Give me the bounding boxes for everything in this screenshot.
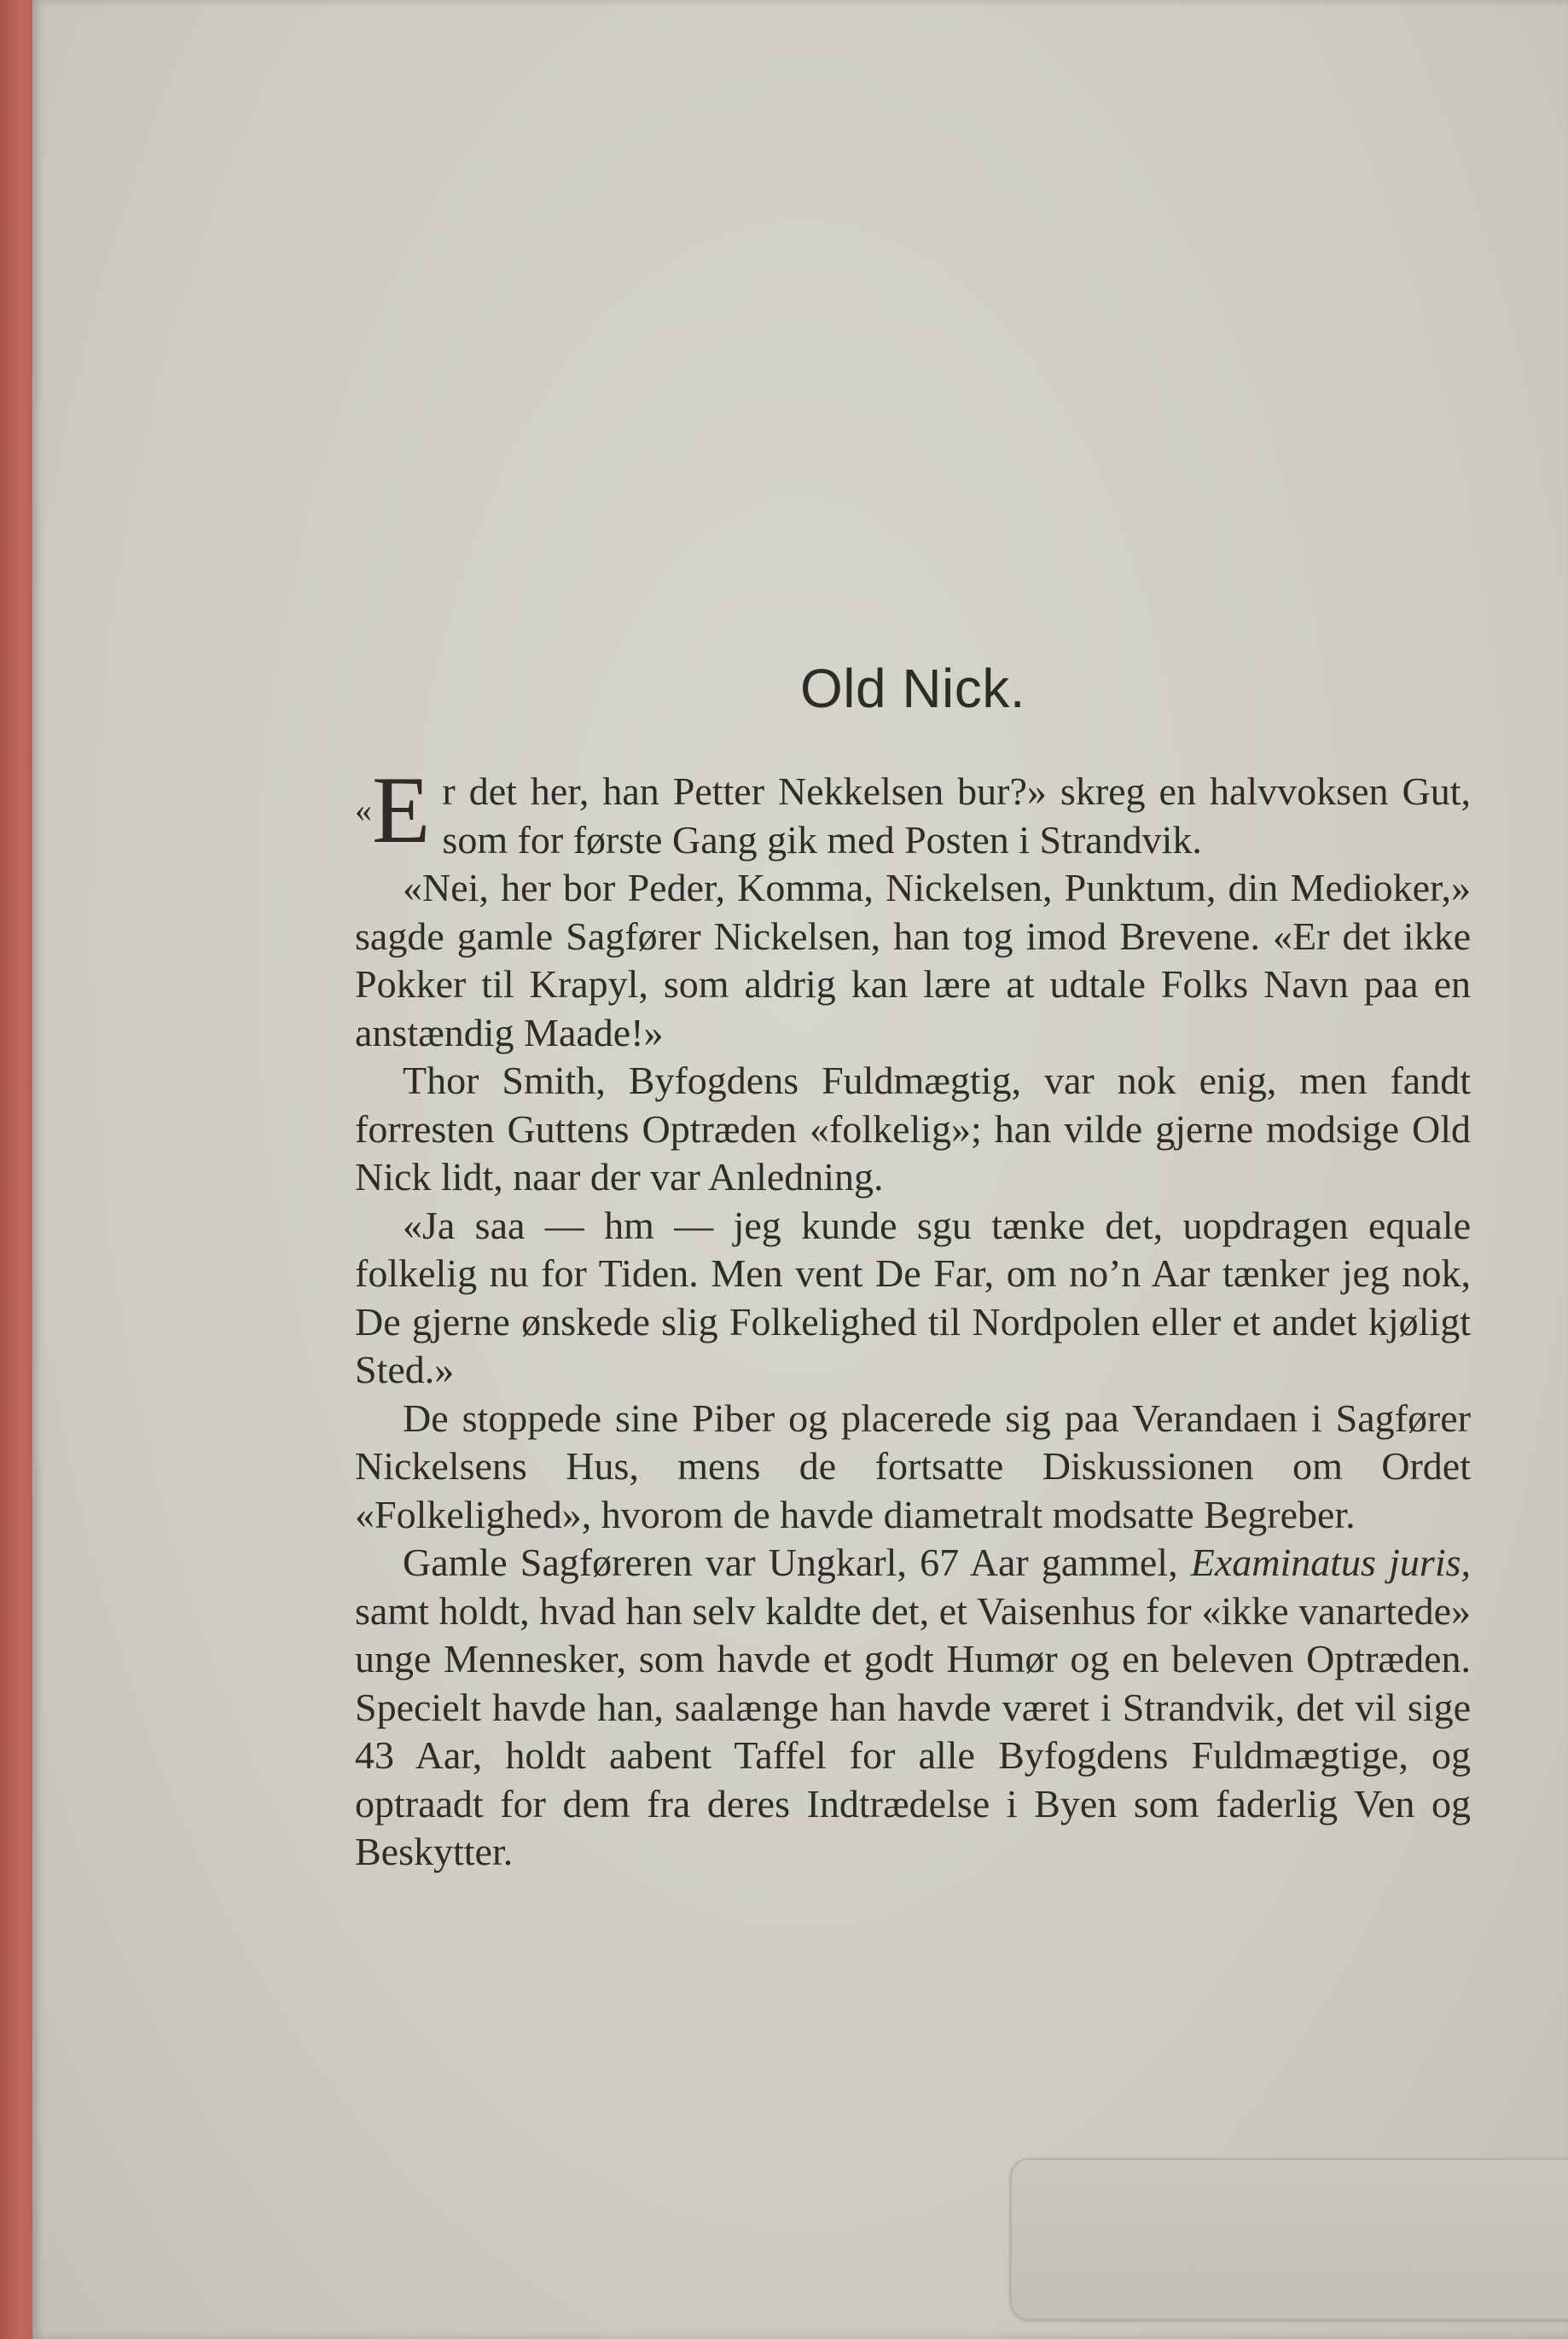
book-page — [32, 0, 1568, 2339]
paragraph-3: Thor Smith, Byfogdens Fuldmægtig, var nok enig, men fandt forresten Guttens Optræden «folkelig»; han vilde gjerne modsige Old Nick lidt, naar der var Anledning. — [355, 1059, 1471, 1199]
paragraph-6 — [355, 1539, 1471, 1877]
drop-cap — [355, 757, 431, 863]
blank-label-plate — [1010, 2158, 1568, 2320]
paragraph-6-italic: Examinatus juris, — [1190, 1541, 1472, 1584]
paragraph-1 — [355, 757, 1471, 864]
chapter-title: Old Nick. — [799, 658, 1026, 719]
paragraph-6-end: samt holdt, hvad han selv kaldte det, et Vaisenhus for «ikke vanartede» unge Mennesker, som havde et godt Humør og en beleven Optræden. Specielt havde han, saalænge han havde været i Strandvik, det vil sige 43 Aar, holdt aabent Taffel for alle Byfogdens Fuldmægtige, og optraadt for dem fra deres Indtrædelse i Byen som faderlig Ven og Beskytter. — [355, 1588, 1471, 1873]
paragraph-4: «Ja saa — hm — jeg kunde sgu tænke det, uopdragen equale folkelig nu for Tiden. Men vent De Far, om no’n Aar tænker jeg nok, De gjerne ønskede slig Folkelighed til Nordpolen eller et andet kjøligt Sted.» — [355, 1203, 1471, 1391]
opening-quote: « — [355, 791, 372, 829]
page-text — [355, 657, 1471, 1877]
drop-cap-letter: E — [372, 757, 431, 863]
paragraph-5: De stoppede sine Piber og placerede sig paa Verandaen i Sagfører Nickelsens Hus, mens de fortsatte Diskussionen om Ordet «Folkelighed», hvorom de havde diametralt modsatte Begreber. — [355, 1396, 1471, 1536]
paragraph-1-text: r det her, han Petter Nekkelsen bur?» skreg en halvvoksen Gut, som for første Gang gik med Posten i Strandvik. — [442, 769, 1471, 862]
paragraph-2: «Nei, her bor Peder, Komma, Nickelsen, Punktum, din Medioker,» sagde gamle Sagfører Nickelsen, han tog imod Brevene. «Er det ikke Pokker til Krapyl, som aldrig kan lære at udtale Folks Navn paa en anstændig Maade!» — [355, 866, 1471, 1054]
paragraph-6-start: Gamle Sagføreren var Ungkarl, 67 Aar gammel, — [403, 1541, 1191, 1584]
